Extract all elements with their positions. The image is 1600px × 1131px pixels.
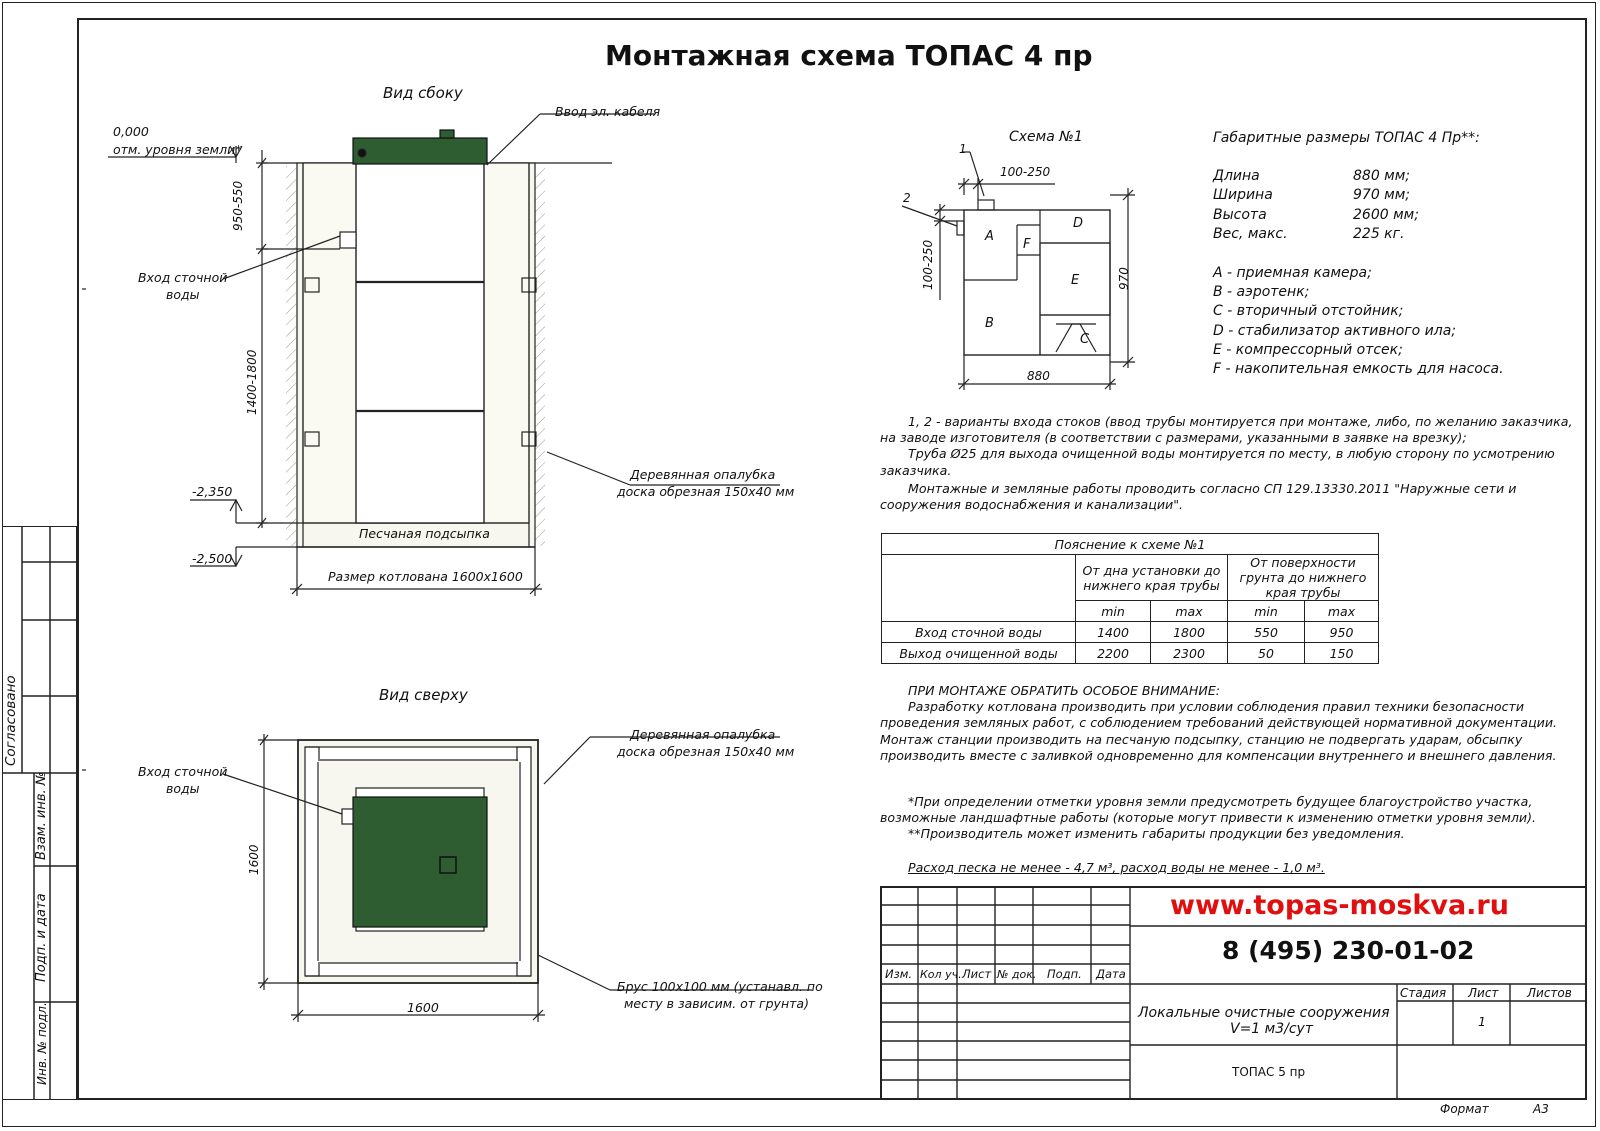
stamp-object-name: Локальные очистные сооружения: [1138, 1005, 1390, 1021]
stamp-sheet-number: 1: [1478, 1014, 1486, 1029]
table-cell: Вход сточной воды: [882, 622, 1076, 643]
cable-inlet-label: Ввод эл. кабеля: [555, 104, 661, 119]
scheme-dim-100-250-top: 100-250: [1000, 165, 1051, 179]
table-cell: 50: [1228, 643, 1305, 664]
compartment-f: F: [1023, 237, 1031, 252]
format-label: Формат: [1440, 1102, 1489, 1116]
scheme-caption: Схема №1: [1009, 129, 1083, 145]
phone-number: 8 (495) 230-01-02: [1222, 936, 1475, 965]
note-pipe-25: Труба Ø25 для выхода очищенной воды монтируется по месту, в любую сторону по усмотрению заказчика.: [880, 446, 1555, 478]
table-cell: 2300: [1151, 643, 1228, 664]
compartment-d: D: [1073, 216, 1084, 231]
side-stamp-inv-ref: Взам. инв. №: [34, 771, 49, 860]
compartment-a: A: [985, 229, 994, 244]
dim-row-label: Ширина: [1213, 187, 1273, 203]
side-view-caption: Вид сбоку: [383, 84, 463, 102]
dim-row-value: 880 мм;: [1353, 168, 1411, 184]
side-stamp-agreed: Согласовано: [3, 675, 19, 766]
table-min: min: [1228, 601, 1305, 622]
table-cell: 950: [1305, 622, 1379, 643]
stamp-col-date: Дата: [1096, 967, 1126, 981]
side-stamp-inv-orig: Инв. № подл.: [35, 1002, 49, 1085]
table-title: Пояснение к схеме №1: [882, 534, 1379, 555]
beam-label-2: месту в зависим. от грунта): [624, 996, 809, 1011]
legend-item: B - аэротенк;: [1213, 284, 1310, 300]
table-cell: 2200: [1076, 643, 1151, 664]
scheme-dim-880: 880: [1027, 369, 1050, 383]
dim-1400-1800: 1400-1800: [245, 349, 259, 415]
note-inlet-variants: 1, 2 - варианты входа стоков (ввод трубы монтируется при монтаже, либо, по желанию заказчика, на заводе изготовителя (в соответствии с размерами, указанными в заявке на врезку);: [880, 414, 1573, 446]
ground-level-note: отм. уровня земли*: [113, 142, 242, 157]
stamp-sheets: Листов: [1527, 986, 1572, 1000]
table-cell: 550: [1228, 622, 1305, 643]
stamp-capacity: V=1 м3/сут: [1230, 1021, 1313, 1037]
table-group-surface: От поверхности грунта до нижнего края трубы: [1228, 555, 1379, 601]
compartment-c: C: [1080, 332, 1090, 347]
top-formwork-1: Деревянная опалубка: [630, 727, 776, 742]
scheme-dim-100-250-side: 100-250: [921, 239, 935, 290]
pit-size-label: Размер котлована 1600х1600: [328, 569, 523, 584]
sand-bed-label: Песчаная подсыпка: [359, 526, 490, 541]
level-2350: -2,350: [192, 484, 233, 499]
compartment-b: B: [985, 316, 994, 331]
table-min: min: [1076, 601, 1151, 622]
dim-1600-bottom: 1600: [407, 1000, 439, 1015]
sewage-inlet-label-2: воды: [166, 287, 200, 302]
attention-heading: ПРИ МОНТАЖЕ ОБРАТИТЬ ОСОБОЕ ВНИМАНИЕ:: [908, 683, 1221, 698]
sewage-inlet-label-1: Вход сточной: [138, 270, 228, 285]
formwork-label-1: Деревянная опалубка: [630, 467, 776, 482]
stamp-stage: Стадия: [1400, 986, 1447, 1000]
dim-950-550: 950-550: [231, 180, 245, 231]
formwork-label-2: доска обрезная 150х40 мм: [617, 484, 795, 499]
scheme-marker-1: 1: [959, 142, 967, 156]
table-cell: 1800: [1151, 622, 1228, 643]
dim-row-value: 225 кг.: [1353, 226, 1405, 242]
attention-text: Разработку котлована производить при условии соблюдения правил техники безопасности проведения земляных работ, с соблюдением требований действующей нормативной документации. Монтаж станции производить на песчаную подсыпку, станцию не подвергать ударам, обсыпку производить вместе с заливкой одновременно для компенсации внутреннего и внешнего давления.: [880, 699, 1558, 763]
scheme-marker-2: 2: [903, 191, 911, 205]
drawing-title: Монтажная схема ТОПАС 4 пр: [605, 39, 1093, 72]
stamp-product: ТОПАС 5 пр: [1232, 1065, 1306, 1079]
format-value: А3: [1533, 1102, 1549, 1116]
footnote-ground-level: *При определении отметки уровня земли предусмотреть будущее благоустройство участка, возможные ландшафтные работы (которые могут привести к изменению отметки уровня земли).: [880, 794, 1537, 826]
legend-item: D - стабилизатор активного ила;: [1213, 323, 1456, 339]
sand-water-consumption: Расход песка не менее - 4,7 м³, расход воды не менее - 1,0 м³.: [908, 860, 1325, 875]
top-sewage-inlet-2: воды: [166, 781, 200, 796]
dimensions-heading: Габаритные размеры ТОПАС 4 Пр**:: [1213, 130, 1480, 146]
website-url: www.topas-moskva.ru: [1170, 890, 1509, 921]
level-2500: -2,500: [192, 551, 233, 566]
stamp-sheet: Лист: [1468, 986, 1499, 1000]
legend-item: E - компрессорный отсек;: [1213, 342, 1403, 358]
legend-item: A - приемная камера;: [1213, 265, 1372, 281]
stamp-col-izm: Изм.: [885, 967, 913, 981]
dim-row-label: Высота: [1213, 207, 1267, 223]
compartment-e: E: [1071, 273, 1080, 288]
table-max: max: [1151, 601, 1228, 622]
dim-row-value: 2600 мм;: [1353, 207, 1419, 223]
table-cell: 150: [1305, 643, 1379, 664]
table-max: max: [1305, 601, 1379, 622]
top-view-caption: Вид сверху: [379, 686, 468, 704]
dim-row-label: Вес, макс.: [1213, 226, 1288, 242]
side-stamp-sign-date: Подп. и дата: [34, 893, 49, 982]
table-group-bottom: От дна установки до нижнего края трубы: [1076, 555, 1228, 601]
stamp-col-sign: Подп.: [1047, 967, 1082, 981]
top-formwork-2: доска обрезная 150х40 мм: [617, 744, 795, 759]
beam-label-1: Брус 100х100 мм (устанавл. по: [617, 979, 823, 994]
scheme-dim-970: 970: [1117, 267, 1131, 290]
table-cell: Выход очищенной воды: [882, 643, 1076, 664]
top-sewage-inlet-1: Вход сточной: [138, 764, 228, 779]
dim-1600-side: 1600: [247, 844, 261, 875]
table-cell: 1400: [1076, 622, 1151, 643]
stamp-col-kol: Кол уч.: [920, 968, 962, 981]
dim-row-value: 970 мм;: [1353, 187, 1411, 203]
legend-item: C - вторичный отстойник;: [1213, 303, 1404, 319]
footnote-dimensions: **Производитель может изменить габариты продукции без уведомления.: [908, 826, 1405, 842]
dim-row-label: Длина: [1213, 168, 1260, 184]
stamp-col-doc: № док.: [997, 968, 1037, 981]
note-standard: Монтажные и земляные работы проводить согласно СП 129.13330.2011 "Наружные сети и сооружения водоснабжения и канализации".: [880, 481, 1517, 513]
stamp-col-list: Лист: [962, 967, 992, 981]
ground-level-value: 0,000: [113, 124, 149, 139]
legend-item: F - накопительная емкость для насоса.: [1213, 361, 1504, 377]
